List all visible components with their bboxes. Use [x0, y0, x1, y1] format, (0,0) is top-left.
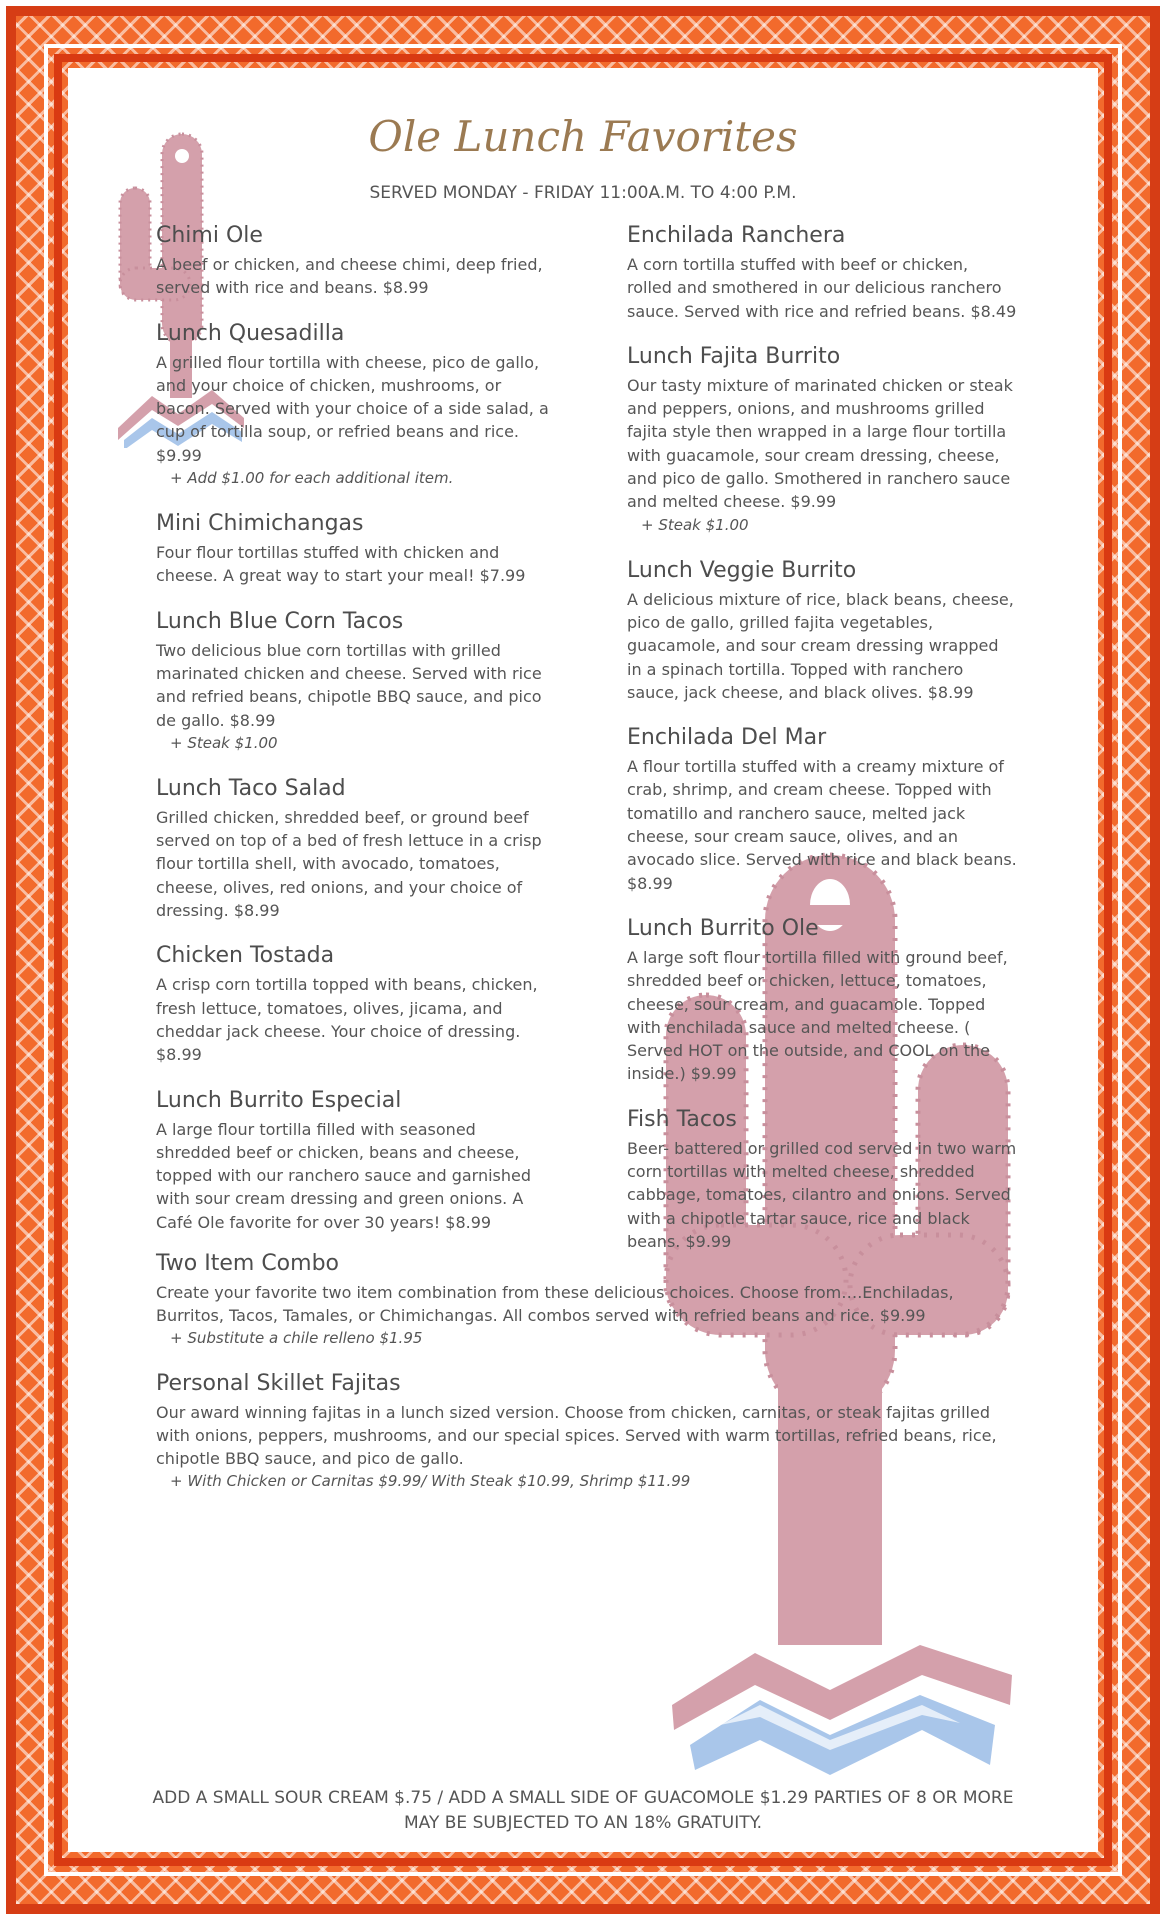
item-name: Lunch Burrito Especial: [156, 1087, 402, 1113]
item-name: Chimi Ole: [156, 223, 263, 248]
item-price: $8.99: [229, 710, 276, 730]
right-column: [627, 222, 1017, 1273]
item-description: Grilled chicken, shredded beef, or ground beef served on top of a bed of fresh lettuce in a crisp flour tortilla shell, with avocado, tomatoes, cheese, olives, red onions, and your choice of dressing. $8.99: [156, 807, 542, 921]
item-name: Lunch Fajita Burrito: [627, 343, 841, 369]
item-name: Mini Chimichangas: [156, 511, 364, 537]
item-name: Enchilada Ranchera: [627, 223, 846, 248]
item-name: Lunch Quesadilla: [156, 320, 345, 346]
item-description: A grilled flour tortilla with cheese, pico de gallo, and your choice of chicken, mushrooms, or bacon. Served with your choice of a side salad, a cup of tortilla soup, or refried beans and rice. $9.99: [156, 352, 549, 465]
menu-item-enchilada-ranchera: [627, 222, 1017, 323]
item-note: + Add $1.00 for each additional item.: [170, 469, 454, 488]
item-description: A beef or chicken, and cheese chimi, deep fried, served with rice and beans. $8.99: [156, 255, 543, 298]
item-note: + Steak $1.00: [641, 515, 749, 534]
item-description: A delicious mixture of rice, black beans, cheese, pico de gallo, grilled fajita vegetables, guacamole, and sour cream dressing wrapped in a spinach tortilla. Topped with ranchero sauce, jack cheese, and black olives. $8.99: [627, 589, 1014, 702]
item-price: $8.99: [445, 1212, 492, 1232]
item-price: $8.99: [233, 901, 280, 921]
menu-item-chicken-tostada: [156, 942, 552, 1066]
menu-item-lunch-burrito-ole: [627, 915, 1017, 1086]
menu-item-lunch-burrito-especial: [156, 1087, 552, 1234]
item-name: Lunch Blue Corn Tacos: [156, 608, 404, 634]
item-description: A large soft flour tortilla filled with ground beef, shredded beef or chicken, lettuce, tomatoes, cheese, sour cream, and guacamole. Topped with enchilada sauce and melted cheese. ( Served HOT on the outside, and COOL on the inside.) $9.99: [627, 947, 1008, 1084]
item-name: Lunch Veggie Burrito: [627, 557, 857, 583]
menu-title: Ole Lunch Favorites: [368, 112, 798, 161]
item-price: $9.99: [690, 1064, 737, 1084]
item-price: $9.99: [156, 445, 202, 465]
item-description: Beer- battered or grilled cod served in two warm corn tortillas with melted cheese, shredded cabbage, tomatoes, cilantro and onions. Served with a chipotle tartar sauce, rice and black beans. $9.99: [627, 1138, 1017, 1251]
menu-item-lunch-fajita-burrito: [627, 343, 1017, 537]
item-price: $8.99: [927, 682, 974, 702]
item-price: $8.99: [156, 1045, 202, 1065]
item-description: Our tasty mixture of marinated chicken or steak and peppers, onions, and mushrooms grilled fajita style then wrapped in a large flour tortilla with guacamole, sour cream dressing, cheese, and pico de gallo. Smothered in ranchero sauce and melted cheese. $9.99: [627, 375, 1013, 512]
menu-item-chimi-ole: [156, 222, 552, 300]
item-description: Our award winning fajitas in a lunch sized version. Choose from chicken, carnitas, or steak fajitas grilled with onions, peppers, mushrooms, and our special spices. Served with warm tortillas, refried beans, rice, chipotle BBQ sauce, and pico de gallo.: [156, 1403, 997, 1468]
item-name: Lunch Taco Salad: [156, 775, 346, 801]
item-name: Fish Tacos: [627, 1106, 737, 1132]
item-name: Two Item Combo: [156, 1251, 339, 1276]
item-description: A flour tortilla stuffed with a creamy mixture of crab, shrimp, and cream cheese. Topped with tomatillo and ranchero sauce, melted jack cheese, sour cream sauce, olives, and an avocado slice. Served with rice and black beans. $8.99: [627, 757, 1017, 893]
menu-item-mini-chimichangas: [156, 510, 552, 588]
item-description: A crisp corn tortilla topped with beans, chicken, fresh lettuce, tomatoes, olives, jicama, and cheddar jack cheese. Your choice of dressing. $8.99: [156, 975, 538, 1065]
menu-item-enchilada-del-mar: [627, 724, 1017, 895]
item-description: Two delicious blue corn tortillas with grilled marinated chicken and cheese. Served with rice and refried beans, chipotle BBQ sauce, and pico de gallo. $8.99: [156, 640, 542, 730]
item-price: $9.99: [790, 492, 837, 512]
item-note: + Substitute a chile relleno $1.95: [170, 1329, 423, 1347]
menu-item-personal-skillet-fajitas: [156, 1370, 1012, 1493]
item-price: $7.99: [479, 566, 526, 586]
menu-item-lunch-blue-corn-tacos: [156, 608, 552, 755]
item-description: Create your favorite two item combination from these delicious choices. Choose from….Enchiladas, Burritos, Tacos, Tamales, or Chimichangas. All combos served with refried beans and rice. $9.99: [156, 1283, 954, 1325]
menu-item-lunch-taco-salad: [156, 775, 552, 922]
full-width-section: [156, 1250, 1012, 1513]
item-name: Chicken Tostada: [156, 943, 335, 969]
left-column: [156, 222, 552, 1254]
item-price: $8.99: [382, 278, 429, 298]
item-name: Personal Skillet Fajitas: [156, 1371, 401, 1396]
item-price: $8.99: [627, 873, 673, 893]
item-description: A large flour tortilla filled with seasoned shredded beef or chicken, beans and cheese, topped with our ranchero sauce and garnished with sour cream dressing and green onions. A Café Ole favorite for over 30 years! $8.99: [156, 1119, 532, 1232]
menu-item-two-item-combo: [156, 1250, 1012, 1350]
item-note: + With Chicken or Carnitas $9.99/ With Steak $10.99, Shrimp $11.99: [170, 1472, 691, 1490]
item-name: Lunch Burrito Ole: [627, 915, 819, 941]
item-price: $9.99: [685, 1231, 732, 1251]
item-description: A corn tortilla stuffed with beef or chicken, rolled and smothered in our delicious ranchero sauce. Served with rice and refried beans. $8.49: [627, 255, 1017, 321]
item-name: Enchilada Del Mar: [627, 725, 827, 751]
item-note: + Steak $1.00: [170, 733, 278, 752]
menu-item-lunch-veggie-burrito: [627, 557, 1017, 704]
menu-item-fish-tacos: [627, 1106, 1017, 1253]
menu-item-lunch-quesadilla: [156, 320, 552, 490]
menu-footer-note: ADD A SMALL SOUR CREAM $.75 / ADD A SMALL SIDE OF GUACOMOLE $1.29 PARTIES OF 8 OR MORE MAY BE SUBJECTED TO AN 18% GRATUITY.: [152, 1788, 1014, 1833]
item-price: $9.99: [879, 1306, 926, 1325]
item-description: Four flour tortillas stuffed with chicken and cheese. A great way to start your meal! $7.99: [156, 543, 526, 586]
menu-hours: SERVED MONDAY - FRIDAY 11:00A.M. TO 4:00 P.M.: [369, 183, 797, 203]
item-price: $8.49: [970, 301, 1017, 321]
